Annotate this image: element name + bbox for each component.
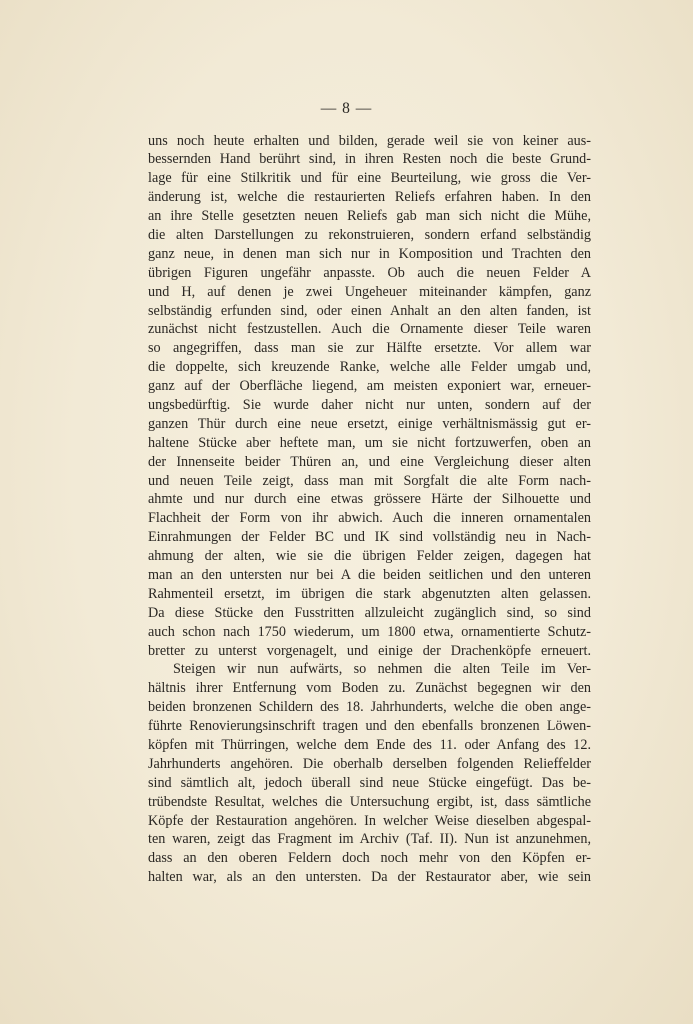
text-line: ahmung der alten, wie sie die übrigen Felder zeigen, dagegen hat <box>148 548 591 565</box>
text-line: ganz auf der Oberfläche liegend, am meisten exponiert war, erneuer- <box>148 378 591 395</box>
text-line: sind sämtlich alt, jedoch überall sind neue Stücke eingefügt. Das be- <box>148 774 591 791</box>
text-line: halten war, als an den untersten. Da der Restaurator aber, wie sein <box>148 869 591 886</box>
text-line: Jahrhunderts angehören. Die oberhalb derselben folgenden Relieffelder <box>148 755 591 772</box>
text-line: köpfen mit Thürringen, welche dem Ende des 11. oder Anfang des 12. <box>148 737 591 753</box>
text-line: uns noch heute erhalten und bilden, gerade weil sie von keiner aus- <box>148 132 591 149</box>
text-line: Flachheit der Form von ihr abwich. Auch die inneren ornamentalen <box>148 510 591 527</box>
text-line: zunächst nicht festzustellen. Auch die Ornamente dieser Teile waren <box>148 321 591 338</box>
text-line: so angegriffen, dass man sie zur Hälfte ersetzte. Vor allem war <box>148 340 591 357</box>
text-line: Köpfe der Restauration angehören. In welcher Weise dieselben abgespal- <box>148 812 591 829</box>
text-line: beiden bronzenen Schildern des 18. Jahrhunderts, welche die oben ange- <box>148 699 591 716</box>
text-line: hältnis ihrer Entfernung vom Boden zu. Zunächst begegnen wir den <box>148 680 591 697</box>
text-line: auch schon nach 1750 wiederum, um 1800 etwa, ornamentierte Schutz- <box>148 623 591 640</box>
text-line: der Innenseite beider Thüren an, und eine Vergleichung dieser alten <box>148 453 591 470</box>
text-line: dass an den oberen Feldern doch noch mehr von den Köpfen er- <box>148 850 591 867</box>
text-line: lage für eine Stilkritik und für eine Beurteilung, wie gross die Ver- <box>148 170 591 187</box>
text-line: Rahmenteil ersetzt, im übrigen die stark abgenutzten alten gelassen. <box>148 585 591 602</box>
text-line: an ihre Stelle gesetzten neuen Reliefs gab man sich nicht die Mühe, <box>148 208 591 225</box>
text-line: übrigen Figuren ungefähr anpasste. Ob auch die neuen Felder A <box>148 264 591 281</box>
text-line: Einrahmungen der Felder BC und IK sind vollständig neu in Nach- <box>148 529 591 546</box>
text-line: die doppelte, sich kreuzende Ranke, welche alle Felder umgab und, <box>148 359 591 376</box>
text-line: und neuen Teile zeigt, dass man mit Sorgfalt die alte Form nach- <box>148 472 591 489</box>
text-line: ganzen Thür durch eine neue ersetzt, einige verhältnismässig gut er- <box>148 415 591 432</box>
text-line: trübendste Resultat, welches die Untersuchung ergibt, ist, dass sämtliche <box>148 793 591 810</box>
text-line: selbständig erfunden sind, oder einen Anhalt an den alten fanden, ist <box>148 302 591 319</box>
text-line: ungsbedürftig. Sie wurde daher nicht nur unten, sondern auf der <box>148 396 591 413</box>
text-line: Steigen wir nun aufwärts, so nehmen die alten Teile im Ver- <box>173 661 591 678</box>
text-line: ten waren, zeigt das Fragment im Archiv (Taf. II). Nun ist anzunehmen, <box>148 831 591 848</box>
text-line: bessernden Hand berührt sind, in ihren Resten noch die beste Grund- <box>148 151 591 168</box>
text-line: änderung ist, welche die restaurierten Reliefs erfahren haben. In den <box>148 189 591 206</box>
text-line: ahmte und nur durch eine etwas grössere Härte der Silhouette und <box>148 491 591 508</box>
text-line: die alten Darstellungen zu rekonstruieren, sondern erfand selbständig <box>148 226 591 243</box>
body-text <box>148 132 591 888</box>
page-number: — 8 — <box>320 100 373 117</box>
text-line: man an den untersten nur bei A die beiden seitlichen und den unteren <box>148 566 591 583</box>
text-line: führte Renovierungsinschrift tragen und den ebenfalls bronzenen Löwen- <box>148 718 591 735</box>
text-line: haltene Stücke aber heftete man, um sie nicht fortzuwerfen, oben an <box>148 434 591 451</box>
text-line: und H, auf denen je zwei Ungeheuer miteinander kämpfen, ganz <box>148 283 591 300</box>
text-line: ganz neue, in denen man sich nur in Komposition und Trachten den <box>148 245 591 262</box>
text-line: bretter zu unterst vorgenagelt, und einige der Drachenköpfe erneuert. <box>148 642 591 659</box>
text-line: Da diese Stücke den Fusstritten allzuleicht zugänglich sind, so sind <box>148 604 591 621</box>
